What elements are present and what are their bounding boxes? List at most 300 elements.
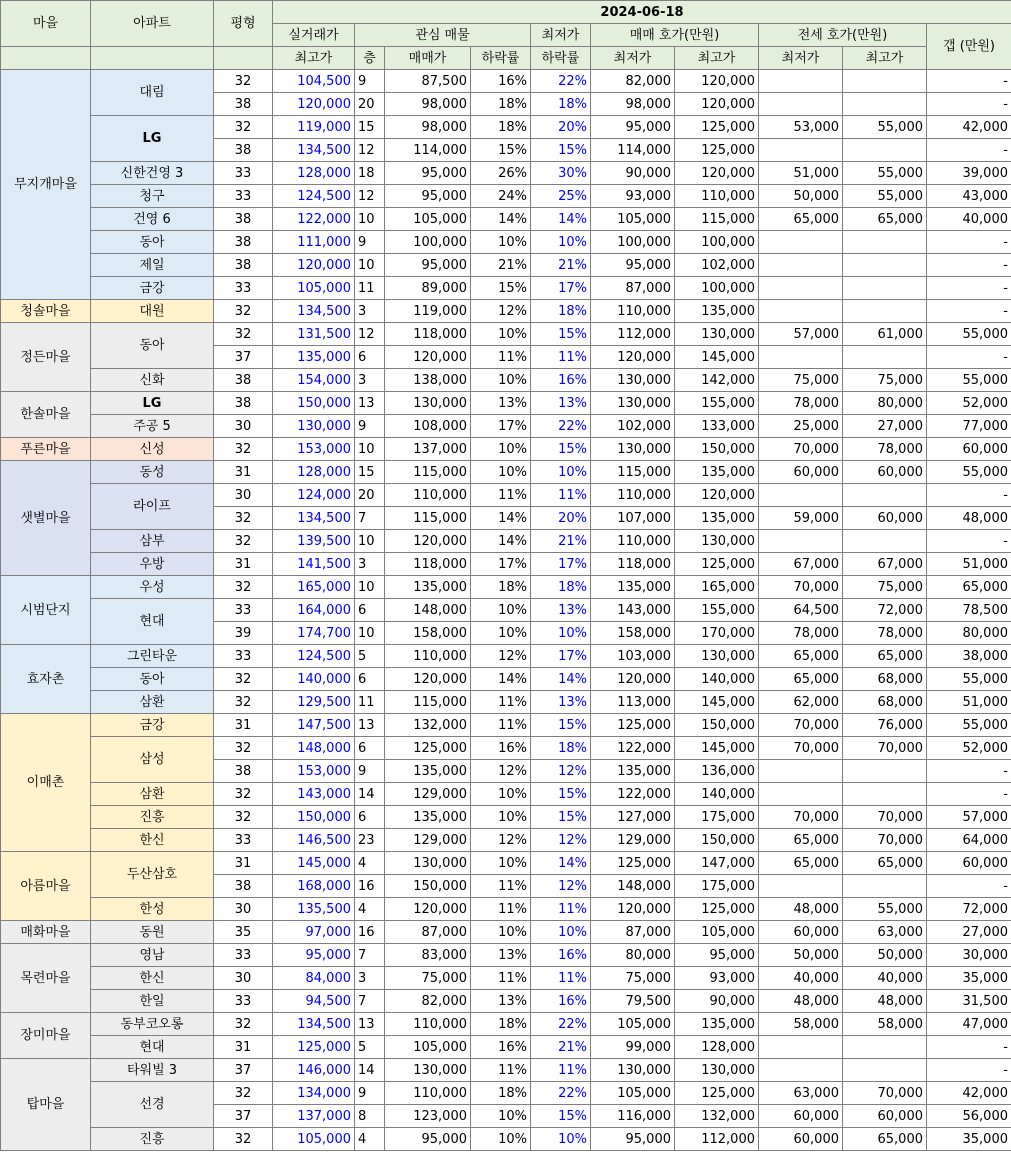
real-trade-max-cell: 135,000 xyxy=(273,346,355,369)
real-trade-max-cell: 124,500 xyxy=(273,645,355,668)
sale-quote-min-cell: 125,000 xyxy=(591,714,675,737)
sale-quote-min-cell: 102,000 xyxy=(591,415,675,438)
sale-quote-min-cell: 87,000 xyxy=(591,277,675,300)
sale-quote-min-cell: 107,000 xyxy=(591,507,675,530)
floor-cell: 10 xyxy=(355,438,385,461)
apartment-cell: 선경 xyxy=(91,1082,214,1128)
sale-quote-max-cell: 150,000 xyxy=(675,438,759,461)
lease-quote-min-cell: 25,000 xyxy=(759,415,843,438)
sale-price-cell: 95,000 xyxy=(385,162,471,185)
apartment-cell: 삼부 xyxy=(91,530,214,553)
size-cell: 38 xyxy=(214,760,273,783)
gap-cell: 47,000 xyxy=(927,1013,1011,1036)
drop-rate-cell: 12% xyxy=(471,300,531,323)
gap-cell: 38,000 xyxy=(927,645,1011,668)
real-trade-max-cell: 146,500 xyxy=(273,829,355,852)
real-trade-max-cell: 125,000 xyxy=(273,1036,355,1059)
lease-quote-max-cell: 70,000 xyxy=(843,829,927,852)
table-row xyxy=(1,806,1011,829)
lease-quote-max-cell: 65,000 xyxy=(843,208,927,231)
gap-cell: 43,000 xyxy=(927,185,1011,208)
sale-quote-max-cell: 120,000 xyxy=(675,93,759,116)
real-trade-max-cell: 141,500 xyxy=(273,553,355,576)
floor-cell: 4 xyxy=(355,852,385,875)
sale-quote-min-cell: 105,000 xyxy=(591,1082,675,1105)
sale-quote-max-cell: 155,000 xyxy=(675,392,759,415)
apartment-cell: 현대 xyxy=(91,1036,214,1059)
table-row xyxy=(1,185,1011,208)
lowest-drop-rate-cell: 16% xyxy=(531,369,591,392)
lease-quote-min-cell: 48,000 xyxy=(759,990,843,1013)
lowest-drop-rate-cell: 22% xyxy=(531,1013,591,1036)
lease-quote-max-cell: 70,000 xyxy=(843,1082,927,1105)
apartment-cell: 한일 xyxy=(91,990,214,1013)
lowest-drop-rate-cell: 16% xyxy=(531,990,591,1013)
table-row xyxy=(1,300,1011,323)
sale-quote-max-cell: 100,000 xyxy=(675,277,759,300)
lease-quote-min-cell xyxy=(759,484,843,507)
floor-cell: 13 xyxy=(355,1013,385,1036)
lease-quote-max-cell: 55,000 xyxy=(843,185,927,208)
sale-quote-max-cell: 110,000 xyxy=(675,185,759,208)
lowest-drop-rate-cell: 22% xyxy=(531,70,591,93)
lowest-drop-rate-cell: 15% xyxy=(531,1105,591,1128)
header-gap: 갭 (만원) xyxy=(927,24,1011,70)
header-lowest-top: 최저가 xyxy=(531,24,591,47)
drop-rate-cell: 10% xyxy=(471,806,531,829)
lease-quote-min-cell: 67,000 xyxy=(759,553,843,576)
lowest-drop-rate-cell: 17% xyxy=(531,645,591,668)
floor-cell: 11 xyxy=(355,691,385,714)
size-cell: 38 xyxy=(214,231,273,254)
sale-quote-min-cell: 116,000 xyxy=(591,1105,675,1128)
sale-price-cell: 115,000 xyxy=(385,691,471,714)
gap-cell: 78,500 xyxy=(927,599,1011,622)
table-body xyxy=(1,70,1011,1151)
drop-rate-cell: 18% xyxy=(471,93,531,116)
real-trade-max-cell: 150,000 xyxy=(273,806,355,829)
table-row xyxy=(1,783,1011,806)
sale-price-cell: 148,000 xyxy=(385,599,471,622)
floor-cell: 15 xyxy=(355,116,385,139)
village-cell: 장미마을 xyxy=(1,1013,91,1059)
real-trade-max-cell: 124,500 xyxy=(273,185,355,208)
village-cell: 한솔마을 xyxy=(1,392,91,438)
size-cell: 30 xyxy=(214,484,273,507)
lease-quote-max-cell: 50,000 xyxy=(843,944,927,967)
sale-quote-min-cell: 120,000 xyxy=(591,346,675,369)
sale-quote-min-cell: 95,000 xyxy=(591,1128,675,1151)
size-cell: 30 xyxy=(214,898,273,921)
sale-price-cell: 89,000 xyxy=(385,277,471,300)
drop-rate-cell: 10% xyxy=(471,1128,531,1151)
drop-rate-cell: 12% xyxy=(471,829,531,852)
size-cell: 32 xyxy=(214,783,273,806)
sale-quote-min-cell: 114,000 xyxy=(591,139,675,162)
lease-quote-min-cell: 70,000 xyxy=(759,737,843,760)
size-cell: 39 xyxy=(214,622,273,645)
size-cell: 33 xyxy=(214,162,273,185)
drop-rate-cell: 16% xyxy=(471,737,531,760)
gap-cell: 55,000 xyxy=(927,369,1011,392)
lease-quote-min-cell: 62,000 xyxy=(759,691,843,714)
lease-quote-max-cell xyxy=(843,1059,927,1082)
table-row xyxy=(1,967,1011,990)
sale-price-cell: 98,000 xyxy=(385,116,471,139)
sale-quote-max-cell: 170,000 xyxy=(675,622,759,645)
real-trade-max-cell: 128,000 xyxy=(273,162,355,185)
sale-quote-min-cell: 100,000 xyxy=(591,231,675,254)
sale-price-cell: 100,000 xyxy=(385,231,471,254)
lease-quote-min-cell xyxy=(759,277,843,300)
real-trade-max-cell: 146,000 xyxy=(273,1059,355,1082)
sale-quote-max-cell: 145,000 xyxy=(675,346,759,369)
sale-price-cell: 158,000 xyxy=(385,622,471,645)
sale-price-cell: 129,000 xyxy=(385,829,471,852)
lease-quote-max-cell xyxy=(843,277,927,300)
drop-rate-cell: 10% xyxy=(471,461,531,484)
lease-quote-max-cell xyxy=(843,484,927,507)
sale-price-cell: 135,000 xyxy=(385,760,471,783)
sale-price-cell: 95,000 xyxy=(385,1128,471,1151)
lease-quote-max-cell: 65,000 xyxy=(843,1128,927,1151)
floor-cell: 14 xyxy=(355,783,385,806)
header-real-trade-bottom: 최고가 xyxy=(273,47,355,70)
real-trade-max-cell: 145,000 xyxy=(273,852,355,875)
size-cell: 38 xyxy=(214,369,273,392)
drop-rate-cell: 11% xyxy=(471,898,531,921)
real-trade-max-cell: 165,000 xyxy=(273,576,355,599)
gap-cell: 35,000 xyxy=(927,967,1011,990)
real-trade-max-cell: 153,000 xyxy=(273,438,355,461)
sale-quote-max-cell: 120,000 xyxy=(675,162,759,185)
real-trade-max-cell: 119,000 xyxy=(273,116,355,139)
drop-rate-cell: 10% xyxy=(471,783,531,806)
sale-quote-max-cell: 130,000 xyxy=(675,645,759,668)
sale-price-cell: 75,000 xyxy=(385,967,471,990)
floor-cell: 16 xyxy=(355,875,385,898)
floor-cell: 7 xyxy=(355,944,385,967)
table-row xyxy=(1,829,1011,852)
drop-rate-cell: 10% xyxy=(471,852,531,875)
size-cell: 32 xyxy=(214,576,273,599)
size-cell: 37 xyxy=(214,1059,273,1082)
table-row xyxy=(1,944,1011,967)
floor-cell: 15 xyxy=(355,461,385,484)
sale-quote-max-cell: 145,000 xyxy=(675,691,759,714)
sale-quote-max-cell: 125,000 xyxy=(675,553,759,576)
sale-price-cell: 130,000 xyxy=(385,392,471,415)
header-size: 평형 xyxy=(214,1,273,47)
drop-rate-cell: 16% xyxy=(471,70,531,93)
apartment-cell: 신성 xyxy=(91,438,214,461)
lease-quote-max-cell xyxy=(843,346,927,369)
sale-quote-min-cell: 122,000 xyxy=(591,737,675,760)
lease-quote-min-cell: 65,000 xyxy=(759,668,843,691)
sale-quote-max-cell: 175,000 xyxy=(675,806,759,829)
header-lease-max: 최고가 xyxy=(843,47,927,70)
apartment-cell: 제일 xyxy=(91,254,214,277)
gap-cell: 57,000 xyxy=(927,806,1011,829)
apartment-cell: 주공 5 xyxy=(91,415,214,438)
sale-quote-max-cell: 135,000 xyxy=(675,300,759,323)
apartment-cell: 우방 xyxy=(91,553,214,576)
sale-price-cell: 119,000 xyxy=(385,300,471,323)
lease-quote-max-cell: 27,000 xyxy=(843,415,927,438)
gap-cell: 55,000 xyxy=(927,323,1011,346)
real-trade-max-cell: 134,500 xyxy=(273,139,355,162)
lowest-drop-rate-cell: 22% xyxy=(531,1082,591,1105)
real-trade-max-cell: 135,500 xyxy=(273,898,355,921)
lowest-drop-rate-cell: 15% xyxy=(531,139,591,162)
sale-quote-max-cell: 165,000 xyxy=(675,576,759,599)
apartment-cell: 삼환 xyxy=(91,783,214,806)
gap-cell: - xyxy=(927,231,1011,254)
apartment-cell: 우성 xyxy=(91,576,214,599)
size-cell: 33 xyxy=(214,599,273,622)
size-cell: 32 xyxy=(214,116,273,139)
sale-quote-min-cell: 125,000 xyxy=(591,852,675,875)
sale-quote-max-cell: 93,000 xyxy=(675,967,759,990)
table-row xyxy=(1,323,1011,346)
sale-quote-max-cell: 155,000 xyxy=(675,599,759,622)
real-trade-max-cell: 154,000 xyxy=(273,369,355,392)
lowest-drop-rate-cell: 15% xyxy=(531,323,591,346)
sale-price-cell: 138,000 xyxy=(385,369,471,392)
real-trade-max-cell: 131,500 xyxy=(273,323,355,346)
gap-cell: 56,000 xyxy=(927,1105,1011,1128)
lowest-drop-rate-cell: 15% xyxy=(531,438,591,461)
table-row xyxy=(1,691,1011,714)
gap-cell: 65,000 xyxy=(927,576,1011,599)
size-cell: 31 xyxy=(214,852,273,875)
sale-price-cell: 137,000 xyxy=(385,438,471,461)
table-row xyxy=(1,530,1011,553)
sale-price-cell: 135,000 xyxy=(385,576,471,599)
lease-quote-max-cell xyxy=(843,760,927,783)
lease-quote-min-cell: 70,000 xyxy=(759,438,843,461)
apartment-cell: 한성 xyxy=(91,898,214,921)
table-row xyxy=(1,737,1011,760)
lowest-drop-rate-cell: 18% xyxy=(531,300,591,323)
sale-price-cell: 82,000 xyxy=(385,990,471,1013)
floor-cell: 3 xyxy=(355,369,385,392)
floor-cell: 5 xyxy=(355,1036,385,1059)
sale-quote-min-cell: 110,000 xyxy=(591,484,675,507)
sale-price-cell: 120,000 xyxy=(385,346,471,369)
size-cell: 32 xyxy=(214,438,273,461)
size-cell: 30 xyxy=(214,415,273,438)
floor-cell: 4 xyxy=(355,1128,385,1151)
floor-cell: 3 xyxy=(355,967,385,990)
apartment-cell: 대원 xyxy=(91,300,214,323)
floor-cell: 10 xyxy=(355,530,385,553)
size-cell: 38 xyxy=(214,254,273,277)
size-cell: 37 xyxy=(214,346,273,369)
gap-cell: 42,000 xyxy=(927,116,1011,139)
header-sale-price: 매매가 xyxy=(385,47,471,70)
gap-cell: - xyxy=(927,875,1011,898)
floor-cell: 12 xyxy=(355,323,385,346)
floor-cell: 9 xyxy=(355,415,385,438)
drop-rate-cell: 11% xyxy=(471,484,531,507)
sale-quote-max-cell: 145,000 xyxy=(675,737,759,760)
sale-quote-max-cell: 95,000 xyxy=(675,944,759,967)
floor-cell: 3 xyxy=(355,300,385,323)
village-cell: 청솔마을 xyxy=(1,300,91,323)
lowest-drop-rate-cell: 11% xyxy=(531,1059,591,1082)
header-floor: 층 xyxy=(355,47,385,70)
sale-price-cell: 120,000 xyxy=(385,668,471,691)
sale-quote-max-cell: 125,000 xyxy=(675,898,759,921)
gap-cell: 55,000 xyxy=(927,714,1011,737)
sale-quote-min-cell: 80,000 xyxy=(591,944,675,967)
sale-price-cell: 115,000 xyxy=(385,461,471,484)
drop-rate-cell: 14% xyxy=(471,507,531,530)
size-cell: 30 xyxy=(214,967,273,990)
header-village: 마을 xyxy=(1,1,91,47)
lease-quote-max-cell: 67,000 xyxy=(843,553,927,576)
header-drop-rate: 하락률 xyxy=(471,47,531,70)
apartment-cell: 동부코오롱 xyxy=(91,1013,214,1036)
sale-quote-min-cell: 95,000 xyxy=(591,254,675,277)
apartment-cell: 신한건영 3 xyxy=(91,162,214,185)
real-trade-max-cell: 134,500 xyxy=(273,507,355,530)
sale-quote-max-cell: 133,000 xyxy=(675,415,759,438)
lowest-drop-rate-cell: 21% xyxy=(531,530,591,553)
size-cell: 38 xyxy=(214,93,273,116)
gap-cell: 35,000 xyxy=(927,1128,1011,1151)
sale-price-cell: 132,000 xyxy=(385,714,471,737)
lowest-drop-rate-cell: 15% xyxy=(531,714,591,737)
floor-cell: 13 xyxy=(355,392,385,415)
sale-quote-min-cell: 99,000 xyxy=(591,1036,675,1059)
lease-quote-min-cell: 60,000 xyxy=(759,921,843,944)
drop-rate-cell: 15% xyxy=(471,139,531,162)
lowest-drop-rate-cell: 21% xyxy=(531,1036,591,1059)
sale-price-cell: 129,000 xyxy=(385,783,471,806)
sale-quote-max-cell: 128,000 xyxy=(675,1036,759,1059)
gap-cell: - xyxy=(927,1036,1011,1059)
floor-cell: 14 xyxy=(355,1059,385,1082)
lowest-drop-rate-cell: 15% xyxy=(531,783,591,806)
lowest-drop-rate-cell: 20% xyxy=(531,507,591,530)
drop-rate-cell: 14% xyxy=(471,208,531,231)
gap-cell: 72,000 xyxy=(927,898,1011,921)
floor-cell: 3 xyxy=(355,553,385,576)
sale-price-cell: 87,000 xyxy=(385,921,471,944)
lease-quote-max-cell: 65,000 xyxy=(843,645,927,668)
table-row xyxy=(1,484,1011,507)
lowest-drop-rate-cell: 10% xyxy=(531,622,591,645)
gap-cell: - xyxy=(927,93,1011,116)
lease-quote-max-cell: 63,000 xyxy=(843,921,927,944)
sale-quote-min-cell: 120,000 xyxy=(591,668,675,691)
table-row xyxy=(1,599,1011,622)
real-trade-max-cell: 134,500 xyxy=(273,300,355,323)
table-row xyxy=(1,898,1011,921)
lowest-drop-rate-cell: 10% xyxy=(531,231,591,254)
real-trade-max-cell: 137,000 xyxy=(273,1105,355,1128)
sale-quote-max-cell: 130,000 xyxy=(675,530,759,553)
sale-quote-max-cell: 115,000 xyxy=(675,208,759,231)
sale-quote-max-cell: 147,000 xyxy=(675,852,759,875)
size-cell: 33 xyxy=(214,829,273,852)
real-trade-max-cell: 153,000 xyxy=(273,760,355,783)
drop-rate-cell: 17% xyxy=(471,415,531,438)
apartment-cell: 동원 xyxy=(91,921,214,944)
lowest-drop-rate-cell: 13% xyxy=(531,691,591,714)
drop-rate-cell: 13% xyxy=(471,392,531,415)
sale-quote-max-cell: 125,000 xyxy=(675,116,759,139)
drop-rate-cell: 21% xyxy=(471,254,531,277)
sale-price-cell: 110,000 xyxy=(385,1082,471,1105)
real-trade-max-cell: 140,000 xyxy=(273,668,355,691)
sale-price-cell: 110,000 xyxy=(385,484,471,507)
gap-cell: 60,000 xyxy=(927,438,1011,461)
gap-cell: 39,000 xyxy=(927,162,1011,185)
size-cell: 38 xyxy=(214,392,273,415)
real-trade-max-cell: 134,500 xyxy=(273,1013,355,1036)
size-cell: 35 xyxy=(214,921,273,944)
lease-quote-min-cell: 64,500 xyxy=(759,599,843,622)
drop-rate-cell: 12% xyxy=(471,760,531,783)
lease-quote-min-cell: 65,000 xyxy=(759,829,843,852)
lowest-drop-rate-cell: 13% xyxy=(531,392,591,415)
drop-rate-cell: 11% xyxy=(471,1059,531,1082)
lease-quote-max-cell: 60,000 xyxy=(843,1105,927,1128)
lowest-drop-rate-cell: 13% xyxy=(531,599,591,622)
sale-price-cell: 118,000 xyxy=(385,553,471,576)
sale-quote-min-cell: 130,000 xyxy=(591,392,675,415)
real-trade-max-cell: 128,000 xyxy=(273,461,355,484)
village-cell: 탑마을 xyxy=(1,1059,91,1151)
gap-cell: 27,000 xyxy=(927,921,1011,944)
lease-quote-min-cell xyxy=(759,875,843,898)
sale-price-cell: 120,000 xyxy=(385,898,471,921)
size-cell: 32 xyxy=(214,806,273,829)
floor-cell: 6 xyxy=(355,346,385,369)
floor-cell: 10 xyxy=(355,576,385,599)
real-trade-max-cell: 95,000 xyxy=(273,944,355,967)
apartment-cell: 삼환 xyxy=(91,691,214,714)
size-cell: 33 xyxy=(214,277,273,300)
lowest-drop-rate-cell: 14% xyxy=(531,852,591,875)
lowest-drop-rate-cell: 17% xyxy=(531,553,591,576)
apartment-cell: 동아 xyxy=(91,231,214,254)
lease-quote-min-cell: 78,000 xyxy=(759,622,843,645)
lease-quote-max-cell: 75,000 xyxy=(843,576,927,599)
sale-quote-max-cell: 135,000 xyxy=(675,461,759,484)
size-cell: 33 xyxy=(214,944,273,967)
lowest-drop-rate-cell: 18% xyxy=(531,737,591,760)
lease-quote-min-cell xyxy=(759,1036,843,1059)
lease-quote-max-cell: 72,000 xyxy=(843,599,927,622)
floor-cell: 7 xyxy=(355,990,385,1013)
gap-cell: 48,000 xyxy=(927,507,1011,530)
lowest-drop-rate-cell: 10% xyxy=(531,921,591,944)
apartment-cell: 라이프 xyxy=(91,484,214,530)
table-row xyxy=(1,208,1011,231)
drop-rate-cell: 14% xyxy=(471,668,531,691)
lowest-drop-rate-cell: 18% xyxy=(531,576,591,599)
table-row xyxy=(1,576,1011,599)
lease-quote-min-cell xyxy=(759,760,843,783)
sale-quote-max-cell: 120,000 xyxy=(675,70,759,93)
lease-quote-max-cell: 70,000 xyxy=(843,737,927,760)
real-trade-max-cell: 104,500 xyxy=(273,70,355,93)
apartment-cell: 동아 xyxy=(91,668,214,691)
